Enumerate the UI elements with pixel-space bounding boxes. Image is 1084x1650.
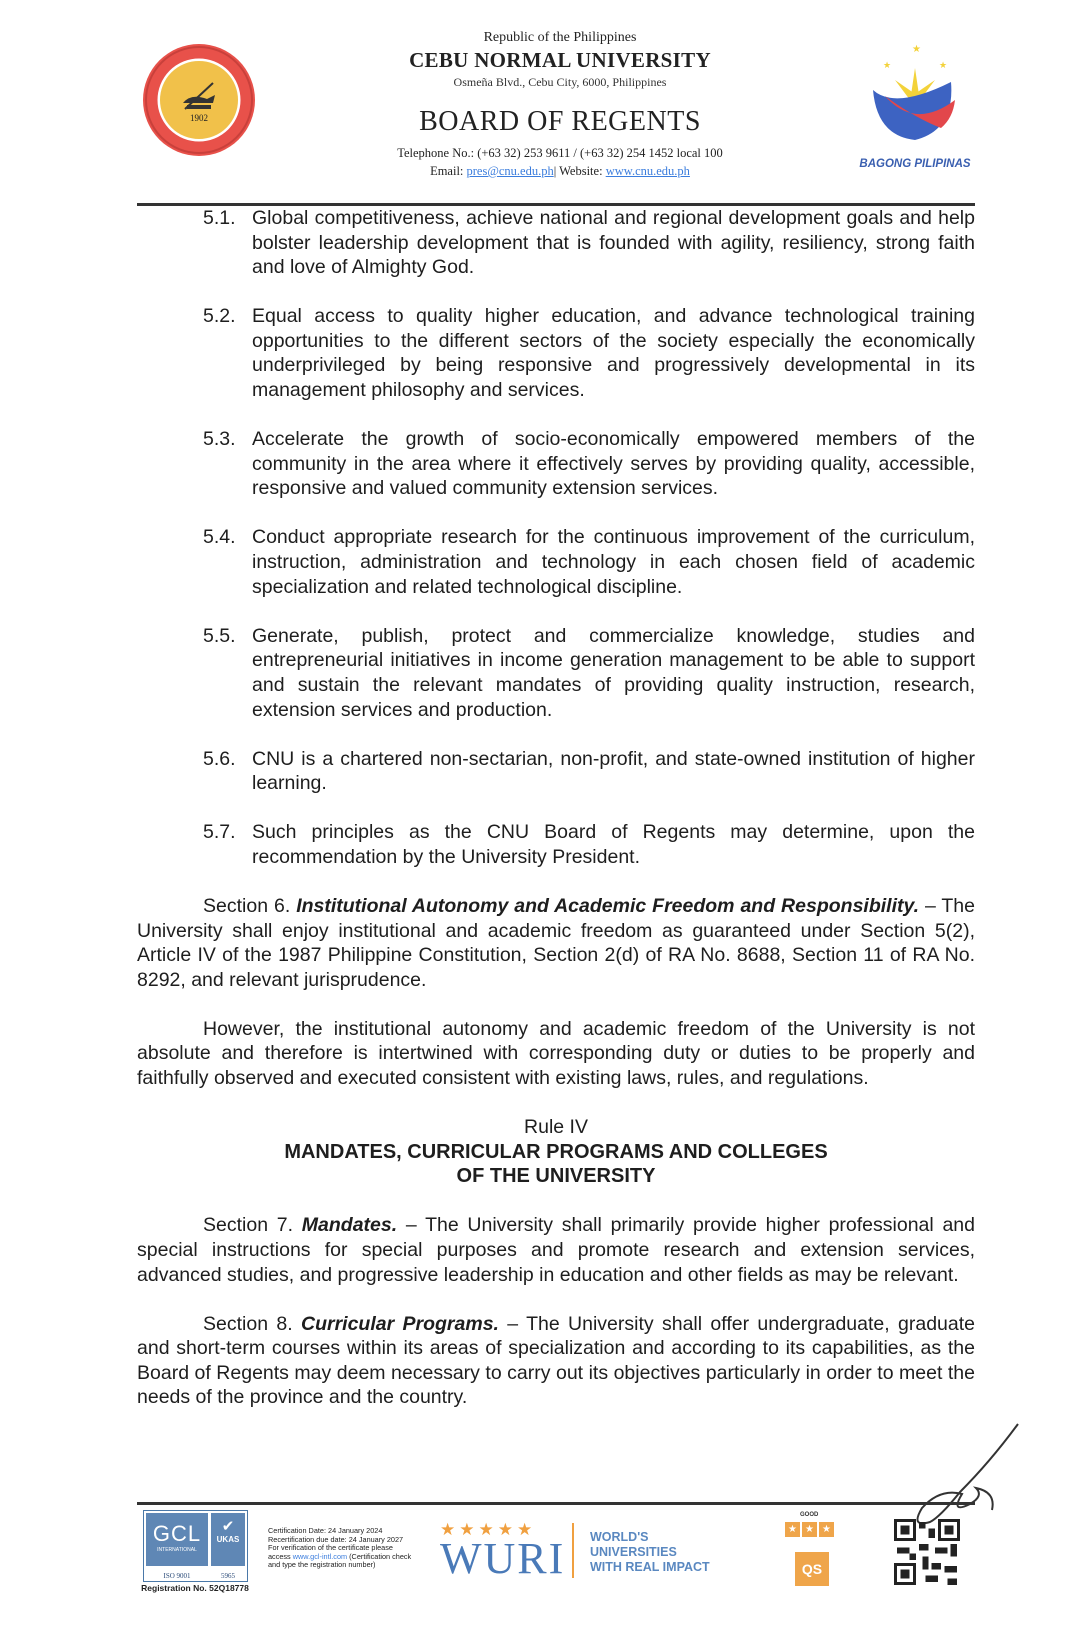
item-number: 5.2. [203, 305, 236, 328]
university-address: Osmeña Blvd., Cebu City, 6000, Philippines [453, 75, 667, 89]
list-item [137, 525, 975, 599]
republic-line: Republic of the Philippines [483, 30, 637, 45]
ukas-code: 5965 [221, 1572, 235, 1580]
item-text: Such principles as the CNU Board of Regents may determine, upon the recommendation by the University President. [252, 821, 975, 868]
paragraph-however: However, the institutional autonomy and academic freedom of the University is not absolute and therefore is intertwined with corresponding duty or duties to be properly and faithfully observed and executed consistent with existing laws, rules, and regulations. [137, 1017, 975, 1090]
svg-text:★: ★ [883, 60, 892, 70]
seal-ring [143, 44, 255, 156]
item-number: 5.3. [203, 428, 236, 451]
section-8-prefix: Section 8. [203, 1312, 293, 1335]
svg-text:★: ★ [912, 44, 921, 55]
rule-title-line-1: MANDATES, CURRICULAR PROGRAMS AND COLLEGES [284, 1140, 828, 1163]
qs-stars [785, 1522, 834, 1537]
wuri-tagline [590, 1530, 710, 1575]
gcl-logo [146, 1513, 208, 1566]
section-6 [137, 894, 975, 992]
cert-access-label: access [268, 1551, 291, 1561]
item-number: 5.7. [203, 821, 236, 844]
rule-heading [137, 1115, 975, 1189]
university-name: CEBU NORMAL UNIVERSITY [409, 48, 711, 72]
star-icon: ★ [819, 1522, 834, 1537]
star-icon: ★ [802, 1522, 817, 1537]
wuri-line-2: UNIVERSITIES [590, 1545, 677, 1559]
svg-text:★: ★ [939, 60, 948, 70]
signature-mark [900, 1422, 1020, 1532]
registration-number: Registration No. 52Q18778 [141, 1583, 249, 1593]
wuri-stars-icon: ★★★★★ [440, 1520, 537, 1539]
footer-divider [137, 1502, 975, 1505]
email-link[interactable]: pres@cnu.edu.ph [466, 164, 554, 178]
bagong-pilipinas-emblem [855, 40, 975, 150]
list-item [137, 624, 975, 722]
wuri-line-3: WITH REAL IMPACT [590, 1560, 710, 1574]
gcl-iso-certification-badge [143, 1510, 248, 1582]
item-number: 5.1. [203, 207, 236, 229]
section-7 [137, 1213, 975, 1287]
gcl-sub: INTERNATIONAL [157, 1547, 197, 1553]
office-title: BOARD OF REGENTS [419, 106, 701, 137]
star-icon: ★ [785, 1522, 800, 1537]
list-item [137, 820, 975, 869]
item-text: Global competitiveness, achieve national and regional development goals and help bolster leadership development that is founded with agility, resiliency, strong faith and love of Almighty God. [252, 207, 975, 279]
list-item [137, 747, 975, 796]
section-7-title: Mandates. [301, 1214, 398, 1237]
item-text: Conduct appropriate research for the continuous improvement of the curriculum, instruction, administration and technology in each chosen field of academic specialization and related technological discipline. [252, 526, 975, 598]
wuri-divider [572, 1523, 574, 1578]
gcl-brand: GCL [152, 1521, 202, 1546]
certification-info [268, 1527, 413, 1570]
item-text: CNU is a chartered non-sectarian, non-profit, and state-owned institution of higher learning. [252, 747, 975, 795]
gcl-link[interactable]: www.gcl-intl.com [292, 1551, 348, 1561]
section-6-text: – The University shall enjoy institutional and academic freedom as guaranteed under Section 5(2), Article IV of the 1987 Philippine Constitution, Section 2(d) of RA No. 8688, Section 11 of RA No. 8292, and relevant jurisprudence. [137, 894, 975, 991]
seal-year: 1902 [190, 113, 208, 123]
list-item [137, 304, 975, 402]
telephone-line: Telephone No.: (+63 32) 253 9611 / (+63 32) 254 1452 local 100 [397, 146, 723, 160]
bagong-pilipinas-label: BAGONG PILIPINAS [859, 158, 971, 170]
qs-logo: QS [795, 1552, 829, 1586]
cert-check: (Certification check and type the registration number) [268, 1551, 412, 1570]
ukas-logo [211, 1513, 245, 1566]
item-number: 5.6. [203, 747, 236, 770]
section-7-prefix: Section 7. [203, 1214, 294, 1237]
email-label: Email: [430, 164, 464, 178]
section-8-title: Curricular Programs. [300, 1312, 499, 1335]
section-6-prefix: Section 6. [203, 894, 291, 917]
section-8 [137, 1312, 975, 1410]
website-label: Website: [559, 164, 603, 178]
iso-label: ISO 9001 [163, 1572, 191, 1580]
section-8-text: – The University shall offer undergraduate, graduate and short-term courses within its areas of specialization and according to its capabilities, as the Board of Regents may deem necessary to carry out its objectives particularly in order to meet the needs of the province and the country. [137, 1312, 975, 1409]
letterhead-text [280, 30, 840, 179]
qs-rating-label: GOOD [800, 1512, 819, 1518]
recert-date: Recertification due date: 24 January 2027 [268, 1534, 404, 1544]
cert-verify: For verification of the certificate please [268, 1543, 393, 1553]
item-text: Equal access to quality higher education, and advance technological training opportunities to the different sectors of the society especially the economically underprivileged by being responsive and progressively developmental in its management philosophy and services. [252, 305, 975, 402]
cert-access-line [268, 1553, 413, 1570]
section-6-title: Institutional Autonomy and Academic Freedom and Responsibility. [296, 894, 920, 917]
check-circle-icon: ✔ [221, 1518, 235, 1535]
item-text: Generate, publish, protect and commercialize knowledge, studies and entrepreneurial initiatives in income generation management to be able to support and sustain the relevant mandates of providing quality instruction, research, extension services and production. [252, 624, 975, 721]
bagong-pilipinas-logo [855, 40, 975, 170]
rule-number: Rule IV [524, 1116, 588, 1139]
ukas-label: UKAS [216, 1535, 240, 1544]
list-item [137, 427, 975, 501]
website-link[interactable]: www.cnu.edu.ph [605, 164, 690, 178]
contact-line [280, 164, 840, 179]
item-number: 5.5. [203, 624, 236, 647]
qr-code[interactable] [894, 1519, 960, 1585]
cert-date: Certification Date: 24 January 2024 [268, 1526, 383, 1535]
document-body [137, 206, 975, 1435]
separator: | [553, 164, 557, 178]
rule-title-line-2: OF THE UNIVERSITY [456, 1165, 656, 1188]
wuri-logo: WURI [440, 1534, 566, 1583]
letterhead [0, 0, 1084, 200]
university-seal-logo [143, 44, 255, 156]
list-item [137, 206, 975, 280]
section-7-text: – The University shall primarily provide higher professional and special instructions for special purposes and promote research and extension services, advanced studies, and progressive leadership in education and other fields as may be relevant. [137, 1214, 975, 1286]
item-text: Accelerate the growth of socio-economically empowered members of the community in the area where it effectively serves by providing quality, accessible, responsive and valued community extension services. [252, 428, 975, 500]
wuri-line-1: WORLD'S [590, 1530, 649, 1544]
item-number: 5.4. [203, 526, 236, 549]
